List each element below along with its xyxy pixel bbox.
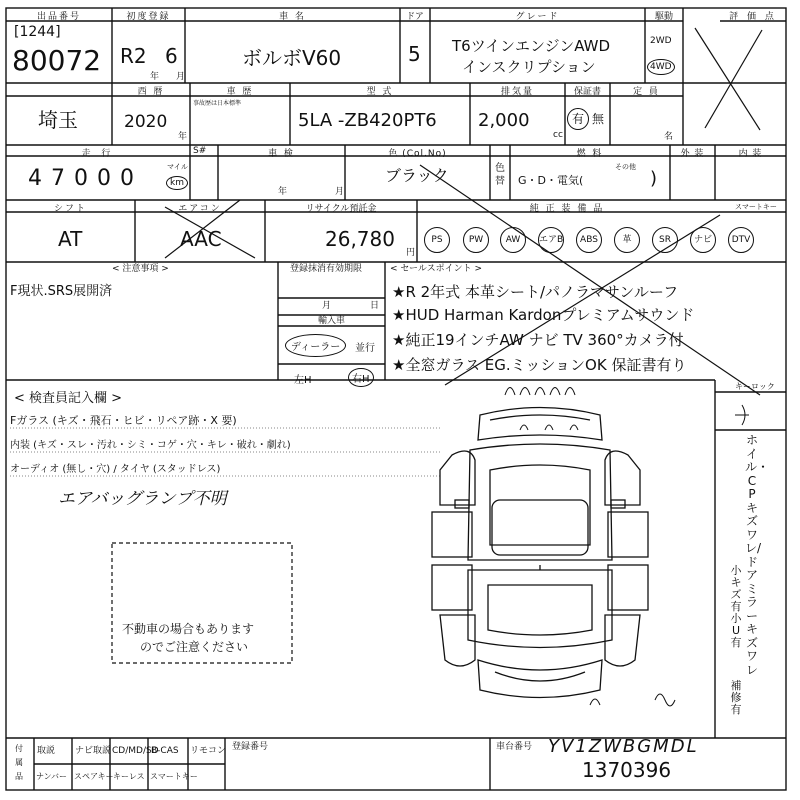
displacement-label: 排気量 xyxy=(500,87,534,97)
lot-prefix: [1244] xyxy=(14,24,61,40)
doors-label: ドア xyxy=(406,12,424,22)
doors-value: 5 xyxy=(408,42,421,66)
equipment-label: 純 正 装 備 品 xyxy=(529,204,605,214)
warranty-label: 保証書 xyxy=(573,87,601,97)
acc-bcas: B-CAS xyxy=(151,746,179,756)
inspector-handwritten-note: エアバッグランプ不明 xyxy=(58,489,227,509)
inspector-title: < 検査員記入欄 > xyxy=(14,391,123,406)
cc-unit: cc xyxy=(553,130,563,140)
acc-navi-manual: ナビ取説 xyxy=(75,746,112,756)
shift-value: AT xyxy=(58,227,83,251)
history-note: 事故歴は日本標準 xyxy=(193,100,242,107)
accessories-label: 付属品 xyxy=(15,744,23,781)
inspector-glass-line: Fガラス (キズ・飛石・ヒビ・リペア跡・X 要) xyxy=(10,414,237,427)
mileage-value: 47000 xyxy=(28,166,143,191)
fuel-other-label: その他 xyxy=(615,163,636,171)
drive-2wd: 2WD xyxy=(650,36,672,46)
left-hand-drive: 左H xyxy=(294,375,312,386)
warranty-no: 無 xyxy=(592,112,605,126)
sales-point-2: ★HUD Harman Kardonプレミアムサウンド xyxy=(392,306,695,324)
side-note-small-scratch: 小キズ有 小U有 xyxy=(730,564,742,649)
grade-line-2: インスクリプション xyxy=(462,58,596,76)
notice-line-1: 不動車の場合もあります xyxy=(122,622,255,636)
color-label: 色 (Col.No) xyxy=(388,149,447,159)
type-label: 型 式 xyxy=(366,87,394,97)
unit-mile: マイル xyxy=(167,163,188,171)
month-suffix: 月 xyxy=(176,72,186,82)
inspection-month-suffix: 月 xyxy=(335,187,345,197)
chassis-number: 1370396 xyxy=(582,758,672,782)
lot-number: 80072 xyxy=(12,44,102,77)
exterior-label: 外 装 xyxy=(680,149,705,159)
caution-text: F現状.SRS展開済 xyxy=(10,284,113,299)
notice-line-2: のでご注意ください xyxy=(140,640,249,654)
model-label: 車 名 xyxy=(279,12,306,22)
color-change: 色替 xyxy=(495,163,505,187)
shift-label: シフト xyxy=(53,204,87,214)
equip-aw: AW xyxy=(500,227,526,253)
equip-pw: PW xyxy=(463,227,489,253)
equip-airbag: エアB xyxy=(538,227,564,253)
acc-remote: リモコン xyxy=(190,746,227,756)
inspector-audio-line: オーディオ (無し・穴) / タイヤ (スタッドレス) xyxy=(10,464,221,475)
caution-label: < 注意事項 > xyxy=(112,264,169,274)
history-label: 車 歴 xyxy=(226,87,254,97)
dealer-circled: ディーラー xyxy=(285,334,346,357)
western-year-suffix: 年 xyxy=(178,132,188,142)
warranty-yes-circled: 有 xyxy=(567,108,589,130)
western-year-label: 西 暦 xyxy=(137,87,165,97)
drive-4wd-circled: 4WD xyxy=(647,59,675,75)
mileage-label: 走 行 xyxy=(81,149,115,159)
western-year: 2020 xyxy=(124,112,168,132)
side-note-repaired: 補修有 xyxy=(730,679,742,716)
car-diagram xyxy=(432,408,648,698)
equip-abs: ABS xyxy=(576,227,602,253)
unit-km-circled: km xyxy=(166,176,188,190)
equip-dtv: DTV xyxy=(728,227,754,253)
inspector-interior-line: 内装 (キズ・スレ・汚れ・シミ・コゲ・穴・キレ・破れ・劇れ) xyxy=(10,440,291,451)
displacement-value: 2,000 xyxy=(478,110,530,131)
sales-point-1: ★R 2年式 本革シート/パノラマサンルーフ xyxy=(392,283,679,301)
grade-label: グレード xyxy=(515,12,560,22)
registration-month: 6 xyxy=(165,44,178,68)
fuel-options: G・D・電気( xyxy=(518,174,584,187)
keyrock-label: キーロック xyxy=(735,382,775,391)
sales-point-3: ★純正19インチAW ナビ TV 360°カメラ付 xyxy=(392,331,684,349)
acc-manual: 取説 xyxy=(37,746,56,756)
expiry-day-suffix: 日 xyxy=(370,301,380,311)
equip-sunroof: SR xyxy=(652,227,678,253)
fuel-label: 燃 料 xyxy=(576,149,604,159)
inspection-label: 車 検 xyxy=(268,149,295,159)
type-value: 5LA -ZB420PT6 xyxy=(298,110,437,131)
acc-cd-md-sd: CD/MD/SD xyxy=(112,746,159,756)
acc-keyless: キーレス xyxy=(113,772,145,781)
capacity-suffix: 名 xyxy=(664,132,674,142)
s-meter-label: S# xyxy=(193,146,207,156)
sales-point-4: ★全窓ガラス EG.ミッションOK 保証書有り xyxy=(392,356,687,374)
equip-ps: PS xyxy=(424,227,450,253)
score-label: 評 価 点 xyxy=(729,12,777,22)
equip-leather: 革 xyxy=(614,227,640,253)
region: 埼玉 xyxy=(38,108,78,132)
grade-line-1: T6ツインエンジンAWD xyxy=(452,37,611,55)
drive-label: 駆動 xyxy=(654,12,673,22)
ac-value: AAC xyxy=(180,227,222,251)
year-suffix: 年 xyxy=(150,72,160,82)
interior-label: 内 装 xyxy=(738,149,763,159)
chassis-number-label: 車台番号 xyxy=(496,742,533,752)
recycle-value: 26,780 xyxy=(325,227,395,251)
right-hand-drive-circled: 右H xyxy=(348,368,374,387)
recycle-label: リサイクル預託金 xyxy=(305,204,377,214)
smartkey-label: スマートキー xyxy=(735,203,777,211)
inspection-year-suffix: 年 xyxy=(278,187,288,197)
acc-smart-key: スマートキー xyxy=(150,772,198,781)
capacity-label: 定 員 xyxy=(633,87,660,97)
parallel-import: 並行 xyxy=(355,343,375,354)
model-name: ボルボV60 xyxy=(242,46,342,70)
expiry-month-suffix: 月 xyxy=(322,301,332,311)
registration-era: R2 xyxy=(120,44,147,68)
sales-points-label: < セールスポイント > xyxy=(390,264,482,274)
first-registration-label: 初度登録 xyxy=(126,12,171,22)
chassis-handwritten: YV1ZWBGMDL xyxy=(548,736,699,757)
import-label: 輸入車 xyxy=(318,316,346,326)
yen-unit: 円 xyxy=(406,248,416,258)
lot-number-label: 出品番号 xyxy=(36,12,81,22)
ac-label: エアコン xyxy=(178,204,222,214)
registration-expiry-label: 登録抹消有効期限 xyxy=(290,264,363,274)
acc-plate: ナンバー xyxy=(36,772,68,781)
color-value: ブラック xyxy=(385,166,449,185)
registration-number-label: 登録番号 xyxy=(232,742,269,752)
equip-navi: ナビ xyxy=(690,227,716,253)
acc-spare-key: スペアキー xyxy=(74,772,114,781)
side-note-damage: ホイル・CPキズワレ/ドアミラーキズワレ xyxy=(745,433,770,677)
fuel-close-paren: ) xyxy=(650,168,658,189)
